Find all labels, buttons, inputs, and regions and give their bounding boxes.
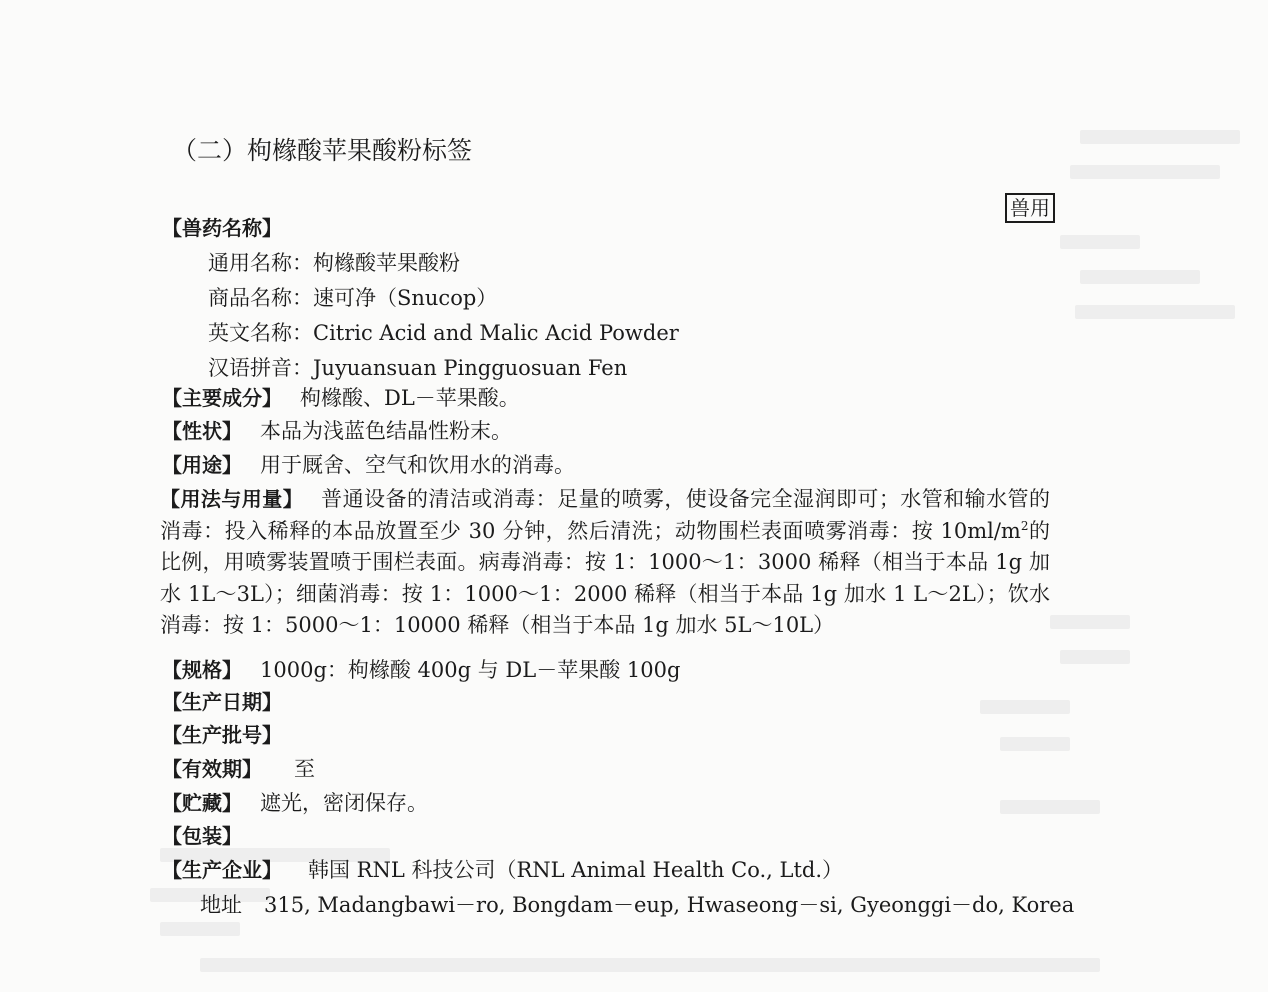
expiry-value: 至 [294, 757, 315, 781]
address-value: 315, Madangbawi－ro, Bongdam－eup, Hwaseong－si, Gyeonggi－do, Korea [264, 893, 1075, 917]
spec-value: 1000g：枸橼酸 400g 与 DL－苹果酸 100g [260, 658, 681, 682]
section-header: 【性状】 [162, 419, 242, 443]
manufacturer-row [162, 856, 843, 884]
section-header: 【贮藏】 [162, 791, 242, 815]
generic-name-label: 通用名称： [208, 251, 313, 275]
spec-row [162, 656, 680, 684]
section-header: 【生产企业】 [162, 858, 282, 882]
generic-name-value: 枸橼酸苹果酸粉 [313, 251, 460, 275]
address-row [200, 891, 1074, 919]
section-header: 【用法与用量】 [160, 487, 304, 511]
trade-name-value: 速可净（Snucop） [313, 286, 498, 310]
ingredients-row [162, 384, 520, 412]
pinyin-row [208, 354, 627, 382]
pinyin-label: 汉语拼音： [208, 356, 313, 380]
storage-row [162, 789, 428, 817]
trade-name-row [208, 284, 497, 312]
section-header: 【包装】 [162, 824, 242, 848]
section-header: 【有效期】 [162, 757, 262, 781]
appearance-row [162, 417, 512, 445]
english-name-row [208, 319, 679, 347]
section-header: 【兽药名称】 [162, 216, 282, 240]
generic-name-row [208, 249, 460, 277]
page-title: （二）枸橼酸苹果酸粉标签 [172, 136, 473, 165]
section-vet-name-header [162, 214, 282, 242]
dosage-superscript: 2 [1020, 518, 1029, 533]
batch-number-row [162, 721, 282, 749]
usage-row [162, 451, 575, 479]
veterinary-use-badge: 兽用 [1005, 193, 1055, 223]
ingredients-value: 枸橼酸、DL－苹果酸。 [300, 386, 520, 410]
section-header: 【规格】 [162, 658, 242, 682]
dosage-paragraph [160, 484, 1050, 642]
dosage-text-part2: 的比例，用喷雾装置喷于围栏表面。病毒消毒：按 1：1000～1：3000 稀释（相当于本品 1g 加水 1L～3L）；细菌消毒：按 1：1000～1：2000 稀释（相当于本品 1g 加水 1 L～2L）；饮水消毒：按 1：5000～1：10000 稀释（相当于本品 1g 加水 5L～10L） [160, 518, 1051, 638]
pinyin-value: Juyuansuan Pingguosuan Fen [313, 356, 628, 380]
dosage-text-part1: 普通设备的清洁或消毒：足量的喷雾，使设备完全湿润即可；水管和输水管的消毒：投入稀释的本品放置至少 30 分钟，然后清洗；动物围栏表面喷雾消毒：按 10ml/m [160, 487, 1051, 543]
english-name-value: Citric Acid and Malic Acid Powder [313, 321, 679, 345]
trade-name-label: 商品名称： [208, 286, 313, 310]
packaging-row [162, 822, 242, 850]
section-header: 【用途】 [162, 453, 242, 477]
appearance-value: 本品为浅蓝色结晶性粉末。 [260, 419, 512, 443]
expiry-row [162, 755, 315, 783]
section-header: 【生产批号】 [162, 723, 282, 747]
english-name-label: 英文名称： [208, 321, 313, 345]
manufacturer-value: 韩国 RNL 科技公司（RNL Animal Health Co., Ltd.） [308, 858, 844, 882]
production-date-row [162, 688, 282, 716]
usage-value: 用于厩舍、空气和饮用水的消毒。 [260, 453, 575, 477]
address-label: 地址 [200, 893, 242, 917]
storage-value: 遮光，密闭保存。 [260, 791, 428, 815]
section-header: 【生产日期】 [162, 690, 282, 714]
section-header: 【主要成分】 [162, 386, 282, 410]
